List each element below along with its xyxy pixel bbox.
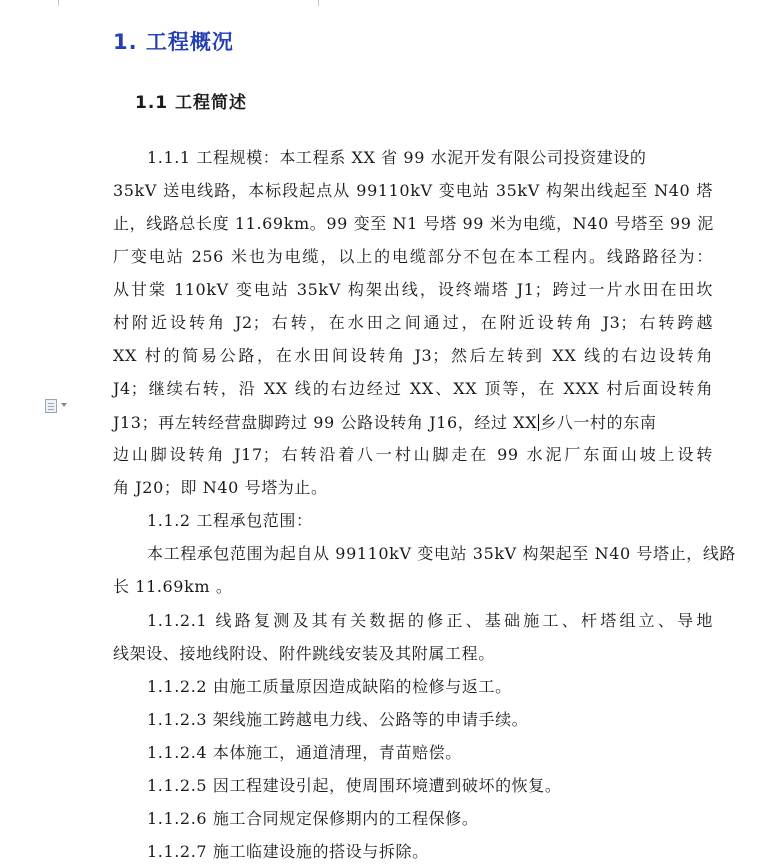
paragraph-line: 1.1.1 工程规模：本工程系 XX 省 99 水泥开发有限公司投资建设的 — [147, 148, 647, 167]
text-after-cursor: 乡八一村的东南 — [540, 413, 657, 432]
paragraph-line: 厂变电站 256 米也为电缆，以上的电缆部分不包在本工程内。线路路径为： — [113, 247, 713, 266]
document-options-icon[interactable] — [45, 399, 71, 413]
heading-level-2: 1.1 工程简述 — [135, 93, 248, 113]
paragraph-line: 村附近设转角 J2；右转，在水田之间通过，在附近设转角 J3；右转跨越 — [113, 313, 713, 332]
paragraph-line: 止，线路总长度 11.69km。99 变至 N1 号塔 99 米为电缆，N40 号塔至 99 泥 — [113, 214, 714, 233]
paragraph-line: XX 村的简易公路，在水田间设转角 J3；然后左转到 XX 线的右边设转角 — [113, 346, 713, 365]
paragraph-line: 35kV 送电线路，本标段起点从 99110kV 变电站 35kV 构架出线起至 N40 塔 — [113, 181, 713, 200]
list-item: 1.1.2.6 施工合同规定保修期内的工程保修。 — [147, 809, 479, 828]
heading-level-1: 1. 工程概况 — [113, 30, 234, 54]
list-item-continuation: 线架设、接地线附设、附件跳线安装及其附属工程。 — [113, 644, 495, 663]
list-item: 1.1.2.1 线路复测及其有关数据的修正、基础施工、杆塔组立、导地 — [147, 611, 713, 630]
document-icon — [45, 399, 57, 413]
paragraph-line: 长 11.69km 。 — [113, 577, 233, 596]
paragraph-line-with-cursor[interactable] — [113, 414, 713, 431]
text-before-cursor: J13；再左转经营盘脚跨过 99 公路设转角 J16，经过 XX — [113, 413, 538, 432]
paragraph-line: 角 J20；即 N40 号塔为止。 — [113, 478, 328, 497]
list-item: 1.1.2.2 由施工质量原因造成缺陷的检修与返工。 — [147, 677, 512, 696]
page-top-border — [0, 0, 779, 6]
paragraph-line: 边山脚设转角 J17；右转沿着八一村山脚走在 99 水泥厂东面山坡上设转 — [113, 445, 713, 464]
chevron-down-icon — [61, 403, 67, 407]
list-item: 1.1.2.7 施工临建设施的搭设与拆除。 — [147, 842, 429, 861]
list-item: 1.1.2.5 因工程建设引起，使周围环境遭到破坏的恢复。 — [147, 776, 562, 795]
paragraph-line: 从甘棠 110kV 变电站 35kV 构架出线，设终端塔 J1；跨过一片水田在田坎 — [113, 280, 713, 299]
list-item: 1.1.2.3 架线施工跨越电力线、公路等的申请手续。 — [147, 710, 529, 729]
paragraph-line: J4；继续右转，沿 XX 线的右边经过 XX、XX 顶等，在 XXX 村后面设转角 — [113, 379, 713, 398]
list-item: 1.1.2.4 本体施工，通道清理，青苗赔偿。 — [147, 743, 462, 762]
paragraph-line: 本工程承包范围为起自从 99110kV 变电站 35kV 构架起至 N40 号塔止，线路 — [147, 544, 737, 563]
sub-heading: 1.1.2 工程承包范围： — [147, 511, 313, 530]
